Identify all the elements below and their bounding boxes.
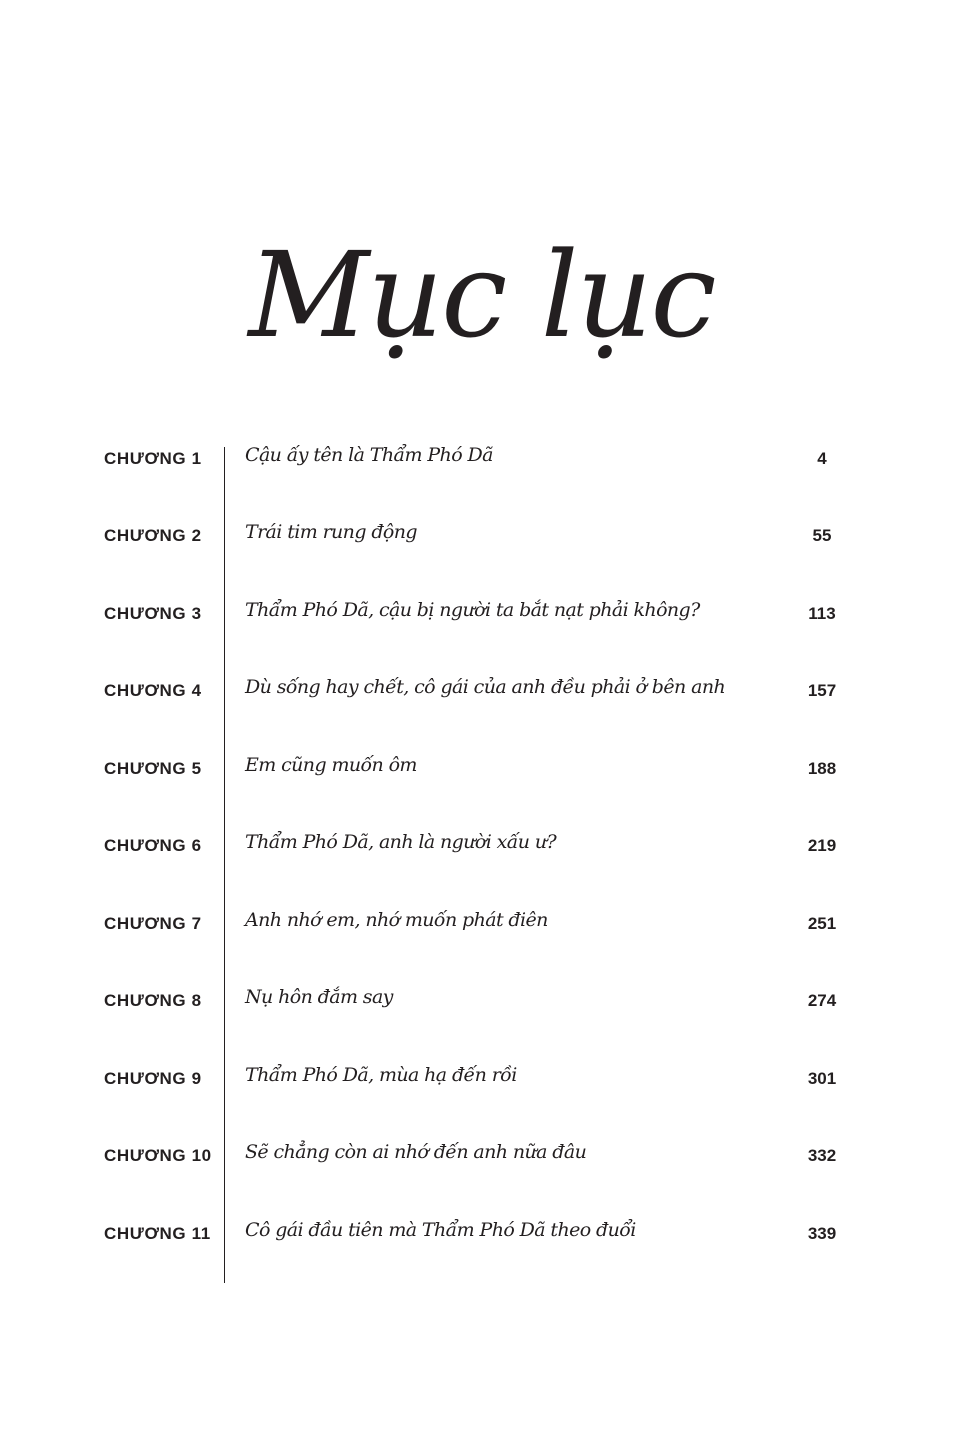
chapter-label: CHƯƠNG 7 — [104, 914, 202, 933]
chapter-title: Thẩm Phó Dã, anh là người xấu ư? — [245, 831, 557, 853]
chapter-title: Thẩm Phó Dã, cậu bị người ta bắt nạt phải không? — [245, 599, 700, 621]
chapter-label: CHƯƠNG 2 — [104, 526, 202, 545]
toc-entry-2[interactable] — [0, 518, 963, 554]
toc-entry-9[interactable] — [0, 1061, 963, 1097]
chapter-label: CHƯƠNG 8 — [104, 991, 202, 1010]
toc-entry-3[interactable] — [0, 596, 963, 632]
toc-entry-4[interactable] — [0, 673, 963, 709]
chapter-label: CHƯƠNG 10 — [104, 1146, 212, 1165]
chapter-title: Cô gái đầu tiên mà Thẩm Phó Dã theo đuổi — [245, 1219, 636, 1241]
chapter-page-number: 251 — [807, 914, 837, 933]
toc-entry-10[interactable] — [0, 1138, 963, 1174]
chapter-label: CHƯƠNG 9 — [104, 1069, 202, 1088]
chapter-page-number: 188 — [807, 759, 837, 778]
chapter-page-number: 339 — [807, 1224, 837, 1243]
chapter-page-number: 274 — [807, 991, 837, 1010]
toc-entry-7[interactable] — [0, 906, 963, 942]
chapter-label: CHƯƠNG 6 — [104, 836, 202, 855]
chapter-title: Cậu ấy tên là Thẩm Phó Dã — [245, 444, 493, 466]
chapter-title: Anh nhớ em, nhớ muốn phát điên — [245, 909, 548, 931]
chapter-title: Nụ hôn đắm say — [245, 986, 393, 1008]
toc-entry-6[interactable] — [0, 828, 963, 864]
chapter-label: CHƯƠNG 5 — [104, 759, 202, 778]
chapter-page-number: 157 — [807, 681, 837, 700]
chapter-label: CHƯƠNG 3 — [104, 604, 202, 623]
toc-entry-1[interactable] — [0, 441, 963, 477]
toc-entry-11[interactable] — [0, 1216, 963, 1252]
chapter-label: CHƯƠNG 1 — [104, 449, 202, 468]
chapter-page-number: 332 — [807, 1146, 837, 1165]
chapter-title: Dù sống hay chết, cô gái của anh đều phải ở bên anh — [245, 676, 726, 698]
chapter-page-number: 301 — [807, 1069, 837, 1088]
chapter-title: Em cũng muốn ôm — [245, 754, 417, 776]
chapter-label: CHƯƠNG 4 — [104, 681, 202, 700]
toc-entry-5[interactable] — [0, 751, 963, 787]
chapter-title: Thẩm Phó Dã, mùa hạ đến rồi — [245, 1064, 517, 1086]
chapter-page-number: 219 — [807, 836, 837, 855]
toc-entry-8[interactable] — [0, 983, 963, 1019]
chapter-page-number: 113 — [808, 604, 836, 623]
chapter-title: Sẽ chẳng còn ai nhớ đến anh nữa đâu — [245, 1141, 587, 1163]
chapter-page-number: 4 — [817, 449, 827, 468]
page-title: Mục lục — [248, 226, 715, 364]
chapter-label: CHƯƠNG 11 — [104, 1224, 211, 1243]
chapter-title: Trái tim rung động — [245, 521, 417, 543]
chapter-page-number: 55 — [812, 526, 832, 545]
